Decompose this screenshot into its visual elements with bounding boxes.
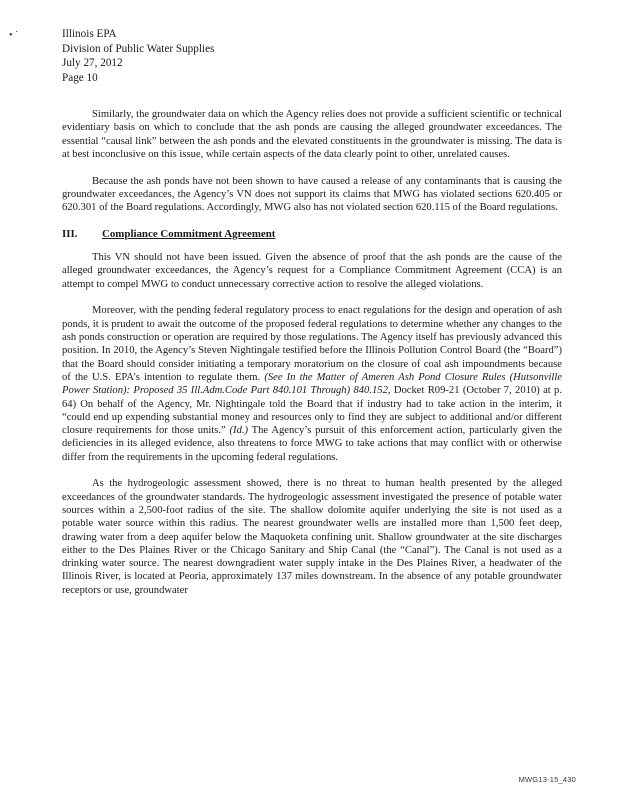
header-page-number: Page 10 [62,71,98,84]
paragraph-federal-text-b: , Docket R09-21 (October 7, 2010) at p. 64) On behalf of the Agency, Mr. Nightingale told the Board that if industry had to take action in the interim, it “could end up expending substantial money and resources only to find they are subject to additional and/or different closure requirements for those units.” [62,385,562,437]
letter-body [62,108,562,610]
header-division: Division of Public Water Supplies [62,42,215,55]
header-organization: Illinois EPA [62,28,117,40]
paragraph-federal-text-a: Moreover, with the pending federal regulatory process to enact regulations for the design and operation of ash ponds, it is prudent to await the outcome of the proposed federal regulations to determine whether any changes to the ash ponds construction or operation are required by those regulations. The Agency itself has previously advanced this position. In 2010, the Agency’s Steven Nightingale testified before the Illinois Pollution Control Board (the “Board”) that the Board should consider initiating a temporary moratorium on the closure of coal ash impoundments because of the U.S. EPA’s intention to regulate them. [62,305,562,383]
paragraph-hydrogeologic: As the hydrogeologic assessment showed, there is no threat to human health presented by the alleged exceedances of the groundwater standards. The hydrogeologic assessment investigated the presence of potable water sources within a 2,500-foot radius of the site. The shallow dolomite aquifer underlying the site is not used as a potable water source within this radius. The nearest groundwater wells are installed more than 1,500 feet deep, drawing water from a deep aquifer below the Maquoketa confining unit. Shallow groundwater at the site discharges either to the Des Plaines River or the Chicago Sanitary and Ship Canal (the “Canal”). The Canal is not used as a drinking water source. The nearest downgradient water supply intake in the Des Plaines River, a headwater of the Illinois River, is located at Peoria, approximately 137 miles downstream. In the absence of any potable groundwater receptors or use, groundwater [62,478,562,596]
section-title: Compliance Commitment Agreement [102,227,276,240]
citation-id: (Id.) [229,425,249,437]
section-number: III. [62,227,78,240]
paragraph-federal-regulations [62,304,562,464]
paragraph-cca-request: This VN should not have been issued. Given the absence of proof that the ash ponds are the cause of the alleged groundwater exceedances, the Agency’s request for a Compliance Commitment Agreement (CCA) is an attempt to compel MWG to conduct unnecessary corrective action to resolve the alleged violations. [62,252,562,290]
scan-mark: • ˙ [9,30,19,41]
paragraph-causal-link: Similarly, the groundwater data on which the Agency relies does not provide a sufficient scientific or technical evidentiary basis on which to conclude that the ash ponds are causing the alleged groundwater exceedances. The essential “causal link” between the ash ponds and the elevated constituents in the groundwater is missing. The data is at best inconclusive on this issue, while certain aspects of the data clearly point to other, unrelated causes. [62,109,562,160]
paragraph-no-violation: Because the ash ponds have not been shown to have caused a release of any contaminants that is causing the groundwater exceedances, the Agency’s VN does not support its claims that MWG has violated sections 620.405 or 620.301 of the Board regulations. Accordingly, MWG also has not violated section 620.115 of the Board regulations. [62,175,562,214]
bates-number: MWG13-15_430 [518,775,576,784]
header-date: July 27, 2012 [62,57,123,70]
paragraph-federal-text-c: The Agency’s pursuit of this enforcement action, particularly given the deficiencies in its alleged evidence, also threatens to force MWG to take actions that may conflict with or otherwise differ from the requirements in the upcoming federal regulations. [62,425,562,463]
section-heading [62,228,562,241]
citation-ameren: (See In the Matter of Ameren Ash Pond Closure Rules (Hutsonville Power Station): Proposed 35 Ill.Adm.Code Part 840.101 Through) 840.152 [62,371,562,397]
letter-header [62,27,214,85]
